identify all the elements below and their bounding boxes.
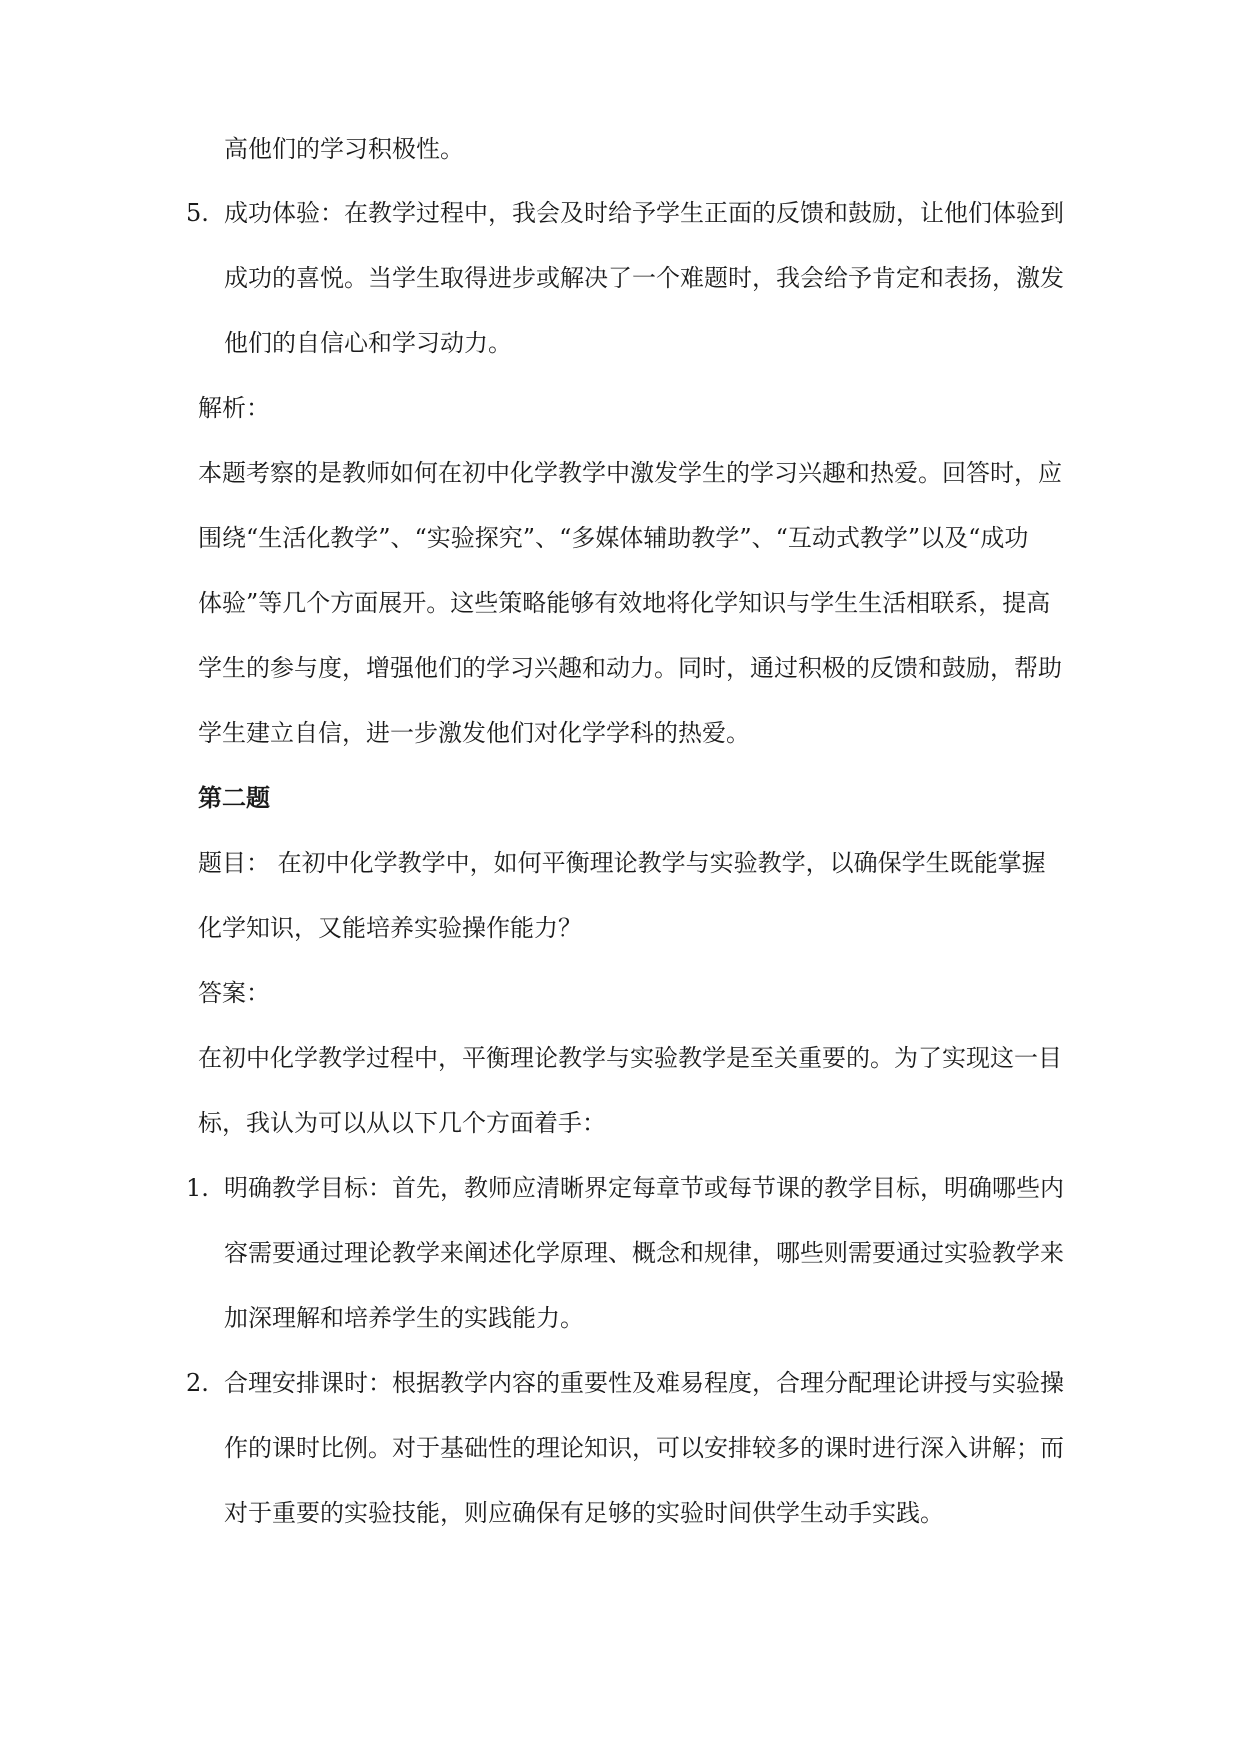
list-item-number: 2. <box>186 1369 209 1397</box>
list-item-text: 作的课时比例。对于基础性的理论知识，可以安排较多的课时进行深入讲解；而 <box>224 1434 1064 1462</box>
list-item-text: 对于重要的实验技能，则应确保有足够的实验时间供学生动手实践。 <box>224 1499 944 1527</box>
list-item-number: 5. <box>186 199 209 227</box>
list-item-number: 1. <box>186 1174 209 1202</box>
analysis-paragraph-line: 围绕“生活化教学”、“实验探究”、“多媒体辅助教学”、“互动式教学”以及“成功 <box>198 524 1029 552</box>
list-item-text: 容需要通过理论教学来阐述化学原理、概念和规律，哪些则需要通过实验教学来 <box>224 1239 1064 1267</box>
list-item-text: 成功体验：在教学过程中，我会及时给予学生正面的反馈和鼓励，让他们体验到 <box>224 199 1064 227</box>
list-item-text: 加深理解和培养学生的实践能力。 <box>224 1304 584 1332</box>
list-item-text: 他们的自信心和学习动力。 <box>224 329 512 357</box>
analysis-paragraph-line: 学生建立自信，进一步激发他们对化学学科的热爱。 <box>198 719 750 747</box>
answer-paragraph-line: 标，我认为可以从以下几个方面着手： <box>198 1109 606 1137</box>
answer-label: 答案： <box>198 979 270 1007</box>
section-heading: 第二题 <box>198 783 270 812</box>
list-continuation-line: 高他们的学习积极性。 <box>224 135 464 163</box>
list-item-text: 明确教学目标：首先，教师应清晰界定每章节或每节课的教学目标，明确哪些内 <box>224 1174 1064 1202</box>
list-item-text: 成功的喜悦。当学生取得进步或解决了一个难题时，我会给予肯定和表扬，激发 <box>224 264 1064 292</box>
analysis-paragraph-line: 本题考察的是教师如何在初中化学教学中激发学生的学习兴趣和热爱。回答时，应 <box>198 459 1062 487</box>
question-line: 题目： 在初中化学教学中，如何平衡理论教学与实验教学，以确保学生既能掌握 <box>198 849 1046 877</box>
analysis-paragraph-line: 体验”等几个方面展开。这些策略能够有效地将化学知识与学生生活相联系，提高 <box>198 589 1051 617</box>
analysis-label: 解析： <box>198 394 270 422</box>
question-line: 化学知识，又能培养实验操作能力？ <box>198 914 582 942</box>
list-item-text: 合理安排课时：根据教学内容的重要性及难易程度，合理分配理论讲授与实验操 <box>224 1369 1064 1397</box>
answer-paragraph-line: 在初中化学教学过程中，平衡理论教学与实验教学是至关重要的。为了实现这一目 <box>198 1044 1062 1072</box>
analysis-paragraph-line: 学生的参与度，增强他们的学习兴趣和动力。同时，通过积极的反馈和鼓励，帮助 <box>198 654 1062 682</box>
